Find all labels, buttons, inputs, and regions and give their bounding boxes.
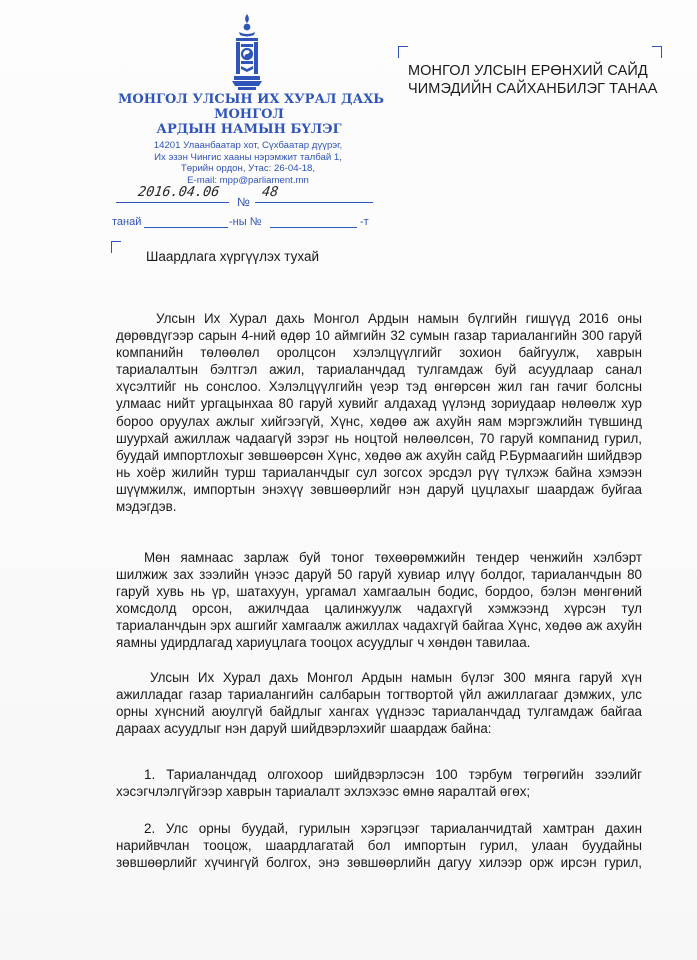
paragraph-line: хомсдолд орсон, ажилчдаа цалинжуулж чадахгүй хэмжээнд хүрсэн тул xyxy=(116,601,642,617)
ny-no-label: -ны № xyxy=(229,216,262,228)
state-emblem-icon xyxy=(228,14,266,90)
handwritten-number: 48 xyxy=(260,184,280,200)
address-line-1: 14201 Улаанбаатар хот, Сүхбаатар дүүрэг, xyxy=(153,140,343,151)
paragraph-line: хүсэлтийг нь сонслоо. Хэлэлцүүлгийн үеэр тэд өнгөрсөн жил ган гачиг болсны xyxy=(116,379,642,395)
paragraph-line: дөрөвдүгээр сарын 4-ний өдөр 10 аймгийн 32 сумын газар тариалангийн 300 гаруй xyxy=(116,328,642,344)
paragraph-line: тариаланчдын эрх ашгийг хамгаалж ажиллах чадахгүй байгаа Хүнс, хөдөө аж ахуйн xyxy=(116,618,642,634)
paragraph-line: шуурхай ажиллаж чадаагүй зэрэг нь ноцтой нөлөөлсөн, 70 гаруй компанид гурил, xyxy=(116,430,642,446)
paragraph-line: мэдэгдэв. xyxy=(116,499,177,515)
paragraph-line: шүүмжилж, импортын энэхүү зөвшөөрлийг нэн даруй цуцлахыг шаардаж буйгаа xyxy=(116,481,642,497)
demand-item-1 xyxy=(116,766,642,800)
tanai-underline xyxy=(144,213,228,228)
paragraph-line: хэсэгчлэлгүйгээр хаврын тариалалт эхлэхээс өмнө яаралтай өгөх; xyxy=(116,784,531,800)
body-paragraph-3 xyxy=(116,669,642,737)
org-line-1: МОНГОЛ УЛСЫН ИХ ХУРАЛ ДАХЬ xyxy=(118,92,385,107)
ny-no-underline xyxy=(270,213,357,228)
paragraph-line: буудай импортлохыг зөвшөөрсөн Хүнс, хөдөө аж ахуйн сайд Р.Бурмаагийн шийдвэр xyxy=(116,447,642,463)
letterhead-organization xyxy=(118,92,385,137)
org-line-3: АРДЫН НАМЫН БҮЛЭГ xyxy=(156,122,342,137)
paragraph-line: дараах асуудлыг нэн даруй шийдвэрлэхийг шаардаж байна: xyxy=(116,721,492,737)
paragraph-line: шилжиж зах зээлийн үнээс даруй 50 гаруй хувиар илүү болдог, тариаланчдын 80 xyxy=(116,567,642,583)
paragraph-line: компанийн төлөөлөл оролцсон хэлэлцүүлгийг зохион байгуулж, хаврын xyxy=(116,345,642,361)
paragraph-line: нарийвчлан тооцож, шаардлагатай бол импортын гурил, улаан буудайны xyxy=(116,838,642,854)
demand-item-2 xyxy=(116,820,642,871)
address-line-2: Их эзэн Чингис хааны нэрэмжит талбай 1, xyxy=(154,151,342,163)
recipient-bracket-left xyxy=(398,46,408,58)
paragraph-line: Улсын Их Хурал дахь Монгол Ардын намын бүлэг 300 мянга гаруй хүн xyxy=(150,670,642,685)
letter-subject: Шаардлага хүргүүлэх тухай xyxy=(146,249,320,264)
paragraph-line: яамны удирдлагад хариуцлага тооцох асуудлыг ч хөндөн тавилаа. xyxy=(116,635,531,651)
number-label: № xyxy=(237,195,250,209)
paragraph-line: Мөн яамнаас зарлаж буй тоног төхөөрөмжийн тендер ченжийн хэлбэрт xyxy=(144,550,642,565)
paragraph-line: зөвшөөрлийг хүчингүй болгох, энэ зөвшөөрлийн дагуу хилээр орж ирсэн гурил, xyxy=(116,855,642,871)
subject-bracket-left xyxy=(111,241,121,253)
tanai-label: танай xyxy=(112,216,142,228)
recipient-block xyxy=(408,62,658,98)
paragraph-line: тариалалтын бэлтгэл ажил, тариаланчдад тулгамдаж буй асуудлаар санал xyxy=(116,362,642,378)
paragraph-line: гаруй хувь нь үр, шатахуун, ургамал хамгаалын бодис, бордоо, бэлэн мөнгөний xyxy=(116,584,642,600)
t-label: -т xyxy=(360,216,369,228)
body-paragraph-2 xyxy=(116,549,642,652)
letterhead-address xyxy=(138,140,358,186)
paragraph-line: 2. Улс орны буудай, гурилын хэрэгцээг тариаланчидтай хамтран дахин xyxy=(144,821,642,836)
paragraph-line: бороо оруулах ажлыг хийгээгүй, Хүнс, хөдөө аж ахуйн яам мэргэжлийн түвшинд xyxy=(116,413,642,429)
paragraph-line: ажилладаг газар тариалангийн салбарын тогтвортой үйл ажиллагааг дэмжих, улс xyxy=(116,687,642,703)
paragraph-line: орны хүнсний аюулгүй байдлыг хангах үүднээс тариаланчдад тулгамдаж байгаа xyxy=(116,704,642,720)
address-line-3: Төрийн ордон, Утас: 26-04-18, xyxy=(180,163,316,174)
address-line-4: E-mail: mpp@parliament.mn xyxy=(187,174,309,186)
recipient-line-1: МОНГОЛ УЛСЫН ЕРӨНХИЙ САЙД xyxy=(408,63,648,79)
paragraph-line: Улсын Их Хурал дахь Монгол Ардын намын бүлгийн гишүүд 2016 оны xyxy=(156,311,642,326)
paragraph-line: улмаас нийт ургацынхаа 80 гаруй хувийг алдахад үүлэнд зориудаар нөлөөлж хур xyxy=(116,396,642,412)
handwritten-date: 2016.04.06 xyxy=(136,184,221,200)
recipient-bracket-right xyxy=(652,46,662,58)
body-paragraph-1 xyxy=(116,310,642,515)
paragraph-line: нь хоёр жилийн турш тариаланчдыг сул зогсох эрсдэл рүү түлхэж байна хэмээн xyxy=(116,464,642,480)
paragraph-line: 1. Тариаланчдад олгохоор шийдвэрлэсэн 100 тэрбум төгрөгийн зээлийг xyxy=(144,767,642,782)
recipient-line-2: ЧИМЭДИЙН САЙХАНБИЛЭГ ТАНАА xyxy=(408,81,658,97)
org-line-2: МОНГОЛ xyxy=(214,107,284,122)
